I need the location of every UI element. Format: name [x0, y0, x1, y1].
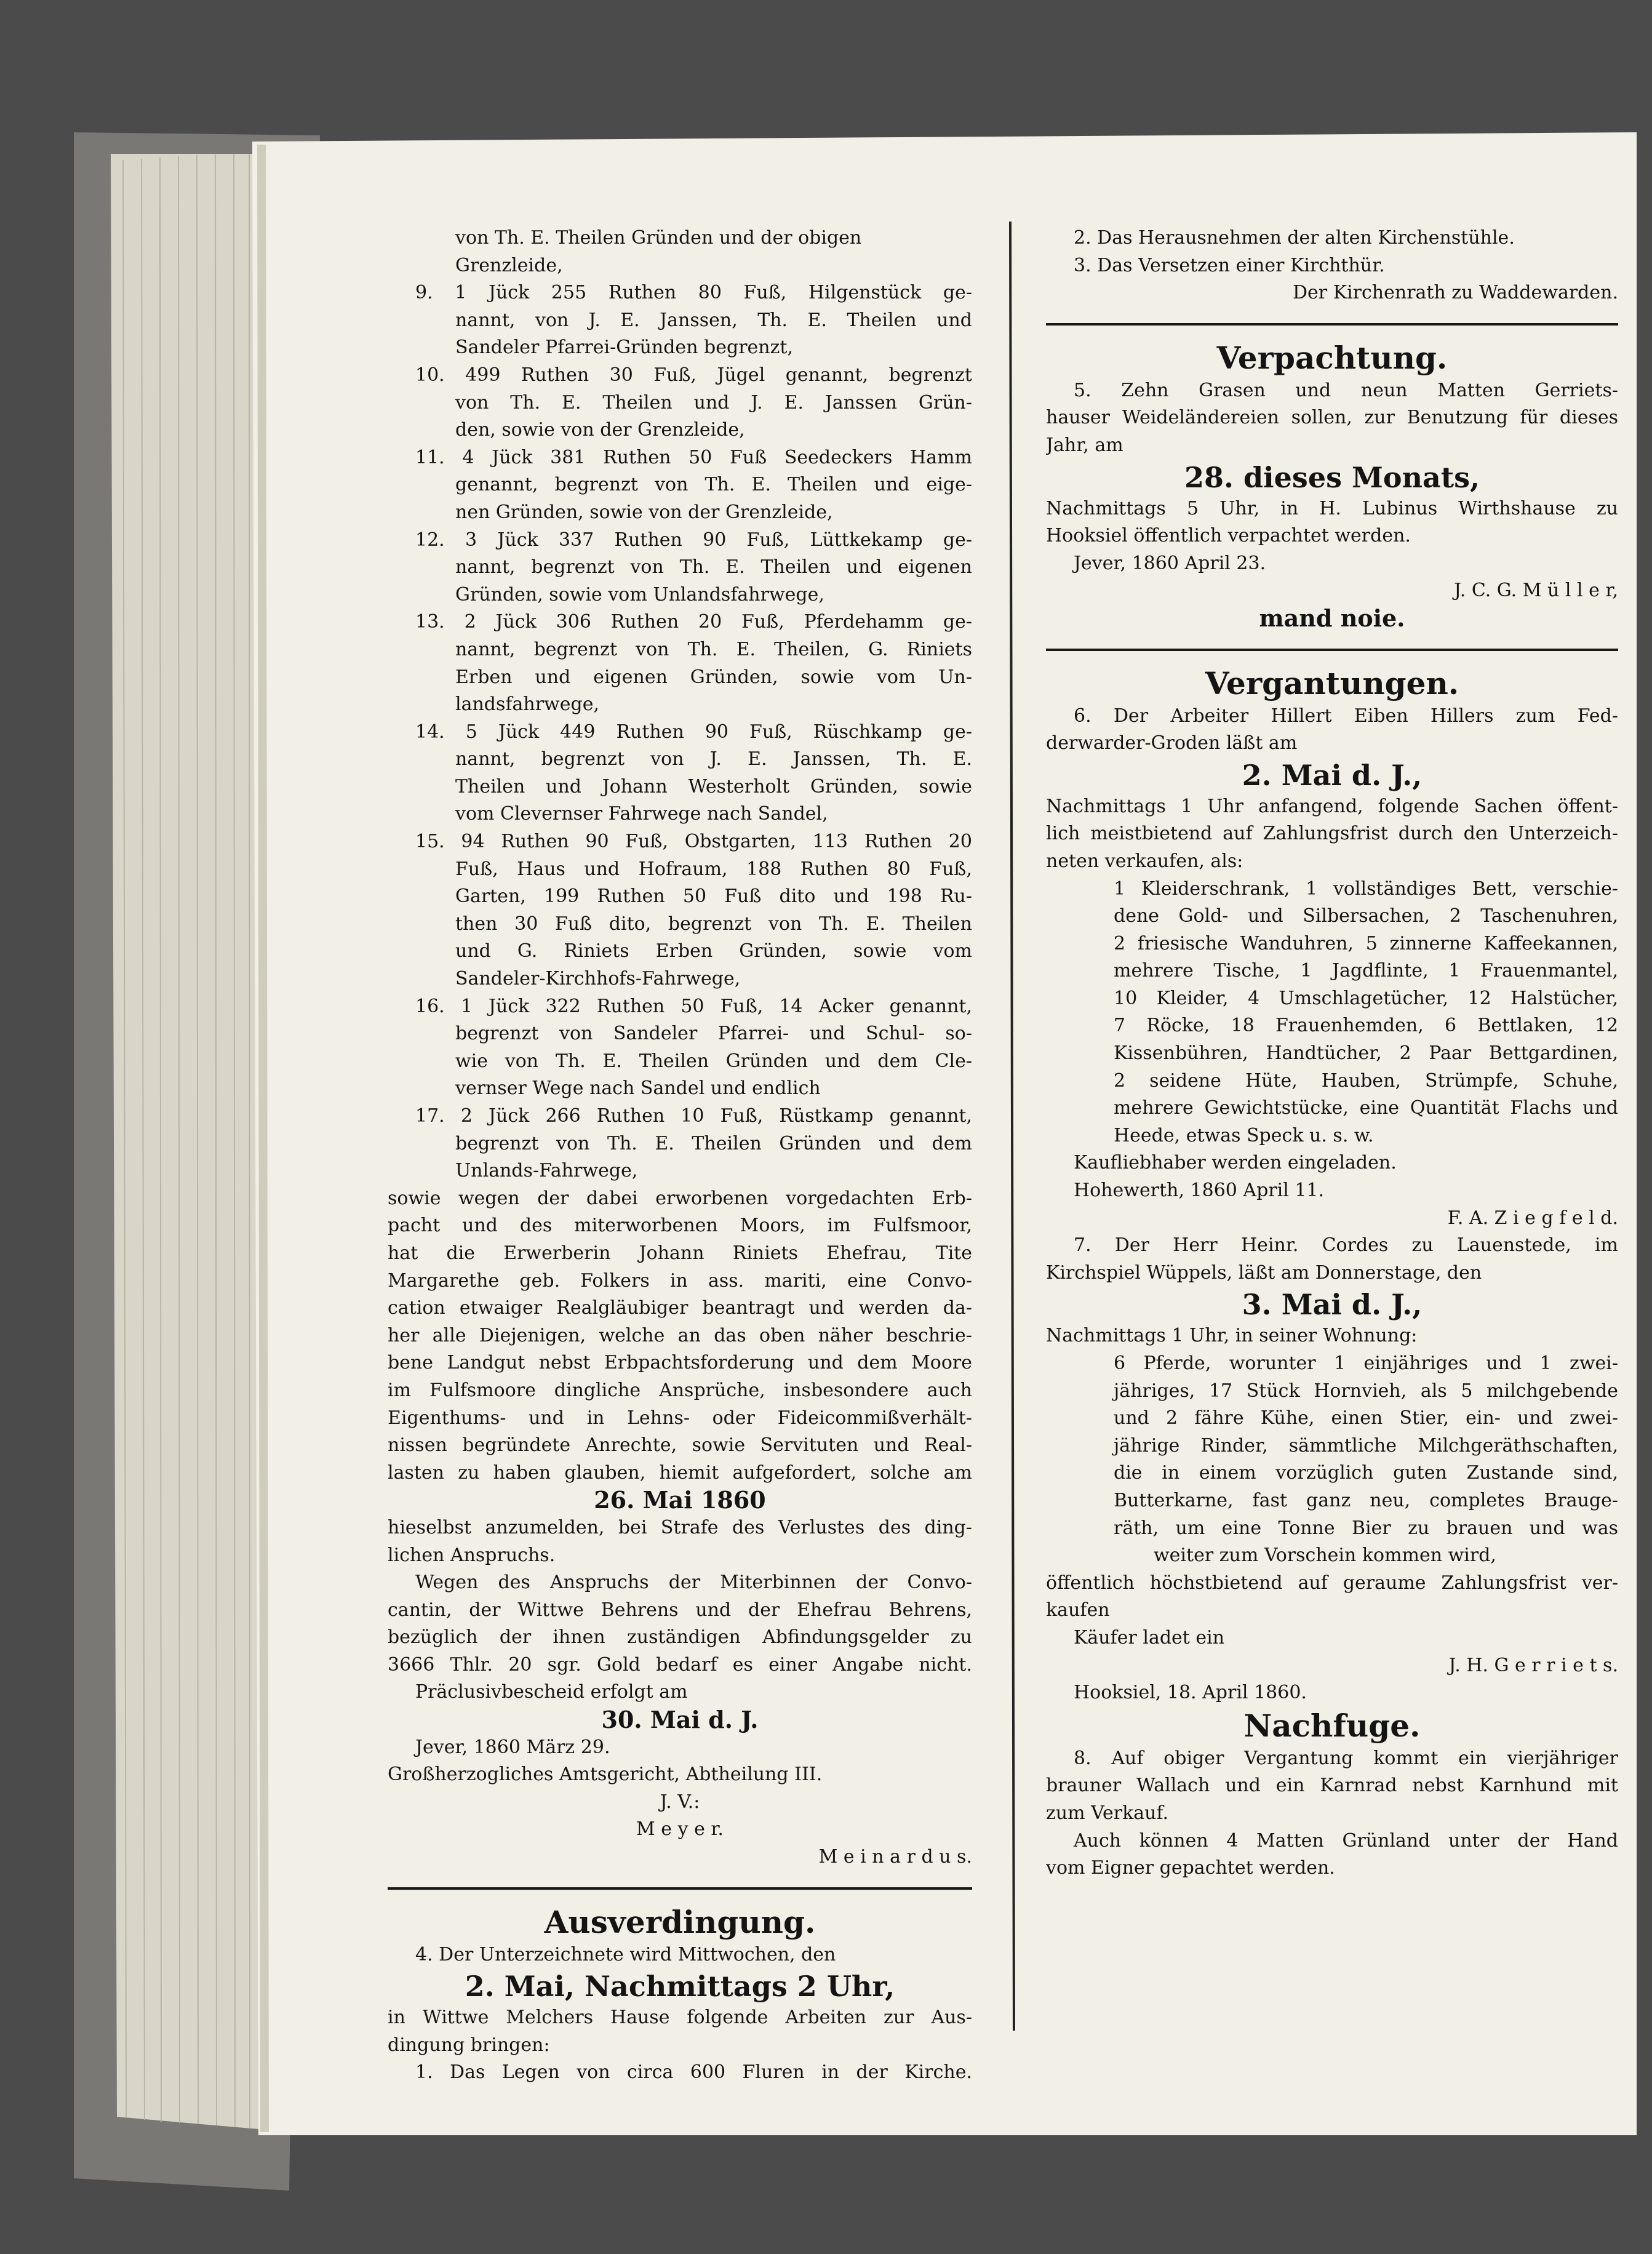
text-line: 16. 1 Jück 322 Ruthen 50 Fuß, 14 Acker genannt,	[415, 995, 972, 1017]
text-line: vom Clevernser Fahrwege nach Sandel,	[455, 803, 828, 825]
right-column	[1046, 225, 1618, 1882]
text-line: 12. 3 Jück 337 Ruthen 90 Fuß, Lüttkekamp ge-	[415, 529, 972, 551]
text-line: Grenzleide,	[455, 254, 563, 276]
text-line: 17. 2 Jück 266 Ruthen 10 Fuß, Rüstkamp genannt,	[415, 1105, 972, 1127]
text-line: brauner Wallach und ein Karnrad nebst Karnhund mit	[1046, 1775, 1618, 1797]
text-line: lichen Anspruchs.	[388, 1544, 556, 1566]
text-line: Käufer ladet ein	[1074, 1626, 1225, 1649]
text-line: hieselbst anzumelden, bei Strafe des Verlustes des ding-	[388, 1516, 972, 1538]
text-line: dingung bringen:	[388, 2034, 550, 2056]
text-line: Wegen des Anspruchs der Miterbinnen der Convo-	[415, 1572, 972, 1594]
text-line: jährige Rinder, sämmtliche Milchgeräthschaften,	[1114, 1434, 1618, 1457]
text-line: derwarder-Groden läßt am	[1046, 732, 1298, 754]
text-line: 30. Mai d. J.	[601, 1706, 759, 1734]
page-gutter-shadow	[261, 145, 265, 2132]
text-line: 2 friesische Wanduhren, 5 zinnerne Kaffeekannen,	[1114, 932, 1618, 954]
text-line: mehrere Tische, 1 Jagdflinte, 1 Frauenmantel,	[1114, 960, 1618, 982]
text-line: bezüglich der ihnen zuständigen Abfindungsgelder zu	[388, 1626, 972, 1649]
text-line: begrenzt von Th. E. Theilen Gründen und dem	[455, 1132, 972, 1154]
text-line: 2. Das Herausnehmen der alten Kirchenstühle.	[1074, 227, 1515, 249]
text-line: 10 Kleider, 4 Umschlagetücher, 12 Halstücher,	[1114, 987, 1618, 1009]
text-line: Großherzogliches Amtsgericht, Abtheilung III.	[388, 1764, 823, 1786]
text-line: landsfahrwege,	[455, 693, 599, 716]
text-line: lasten zu haben glauben, hiemit aufgefordert, solche am	[388, 1461, 972, 1484]
text-line: 3. Das Versetzen einer Kirchthür.	[1074, 254, 1385, 276]
text-line: 7. Der Herr Heinr. Cordes zu Lauenstede, im	[1074, 1234, 1618, 1257]
section-heading: Verpachtung.	[1216, 339, 1448, 376]
left-column	[388, 225, 972, 2087]
text-line: jähriges, 17 Stück Hornvieh, als 5 milchgebende	[1114, 1380, 1618, 1402]
text-line: weiter zum Vorschein kommen wird,	[1154, 1545, 1496, 1567]
text-line: J. V.:	[660, 1791, 700, 1813]
text-line: 14. 5 Jück 449 Ruthen 90 Fuß, Rüschkamp ge-	[415, 721, 972, 743]
text-line: Jever, 1860 April 23.	[1074, 552, 1266, 574]
text-line: hat die Erwerberin Johann Riniets Ehefrau, Tite	[388, 1242, 972, 1264]
text-line: 26. Mai 1860	[594, 1487, 766, 1514]
text-line: im Fulfsmoore dingliche Ansprüche, insbesondere auch	[388, 1379, 972, 1401]
text-line: nannt, begrenzt von J. E. Janssen, Th. E.	[455, 748, 972, 770]
text-line: cation etwaiger Realgläubiger beantragt und werden da-	[388, 1297, 972, 1319]
text-line: nen Gründen, sowie von der Grenzleide,	[455, 501, 833, 523]
text-line: von Th. E. Theilen und J. E. Janssen Grün-	[455, 391, 972, 414]
text-line: 15. 94 Ruthen 90 Fuß, Obstgarten, 113 Ruthen 20	[415, 831, 972, 853]
text-line: Nachmittags 5 Uhr, in H. Lubinus Wirthshause zu	[1046, 497, 1618, 519]
text-line: 6. Der Arbeiter Hillert Eiben Hillers zum Fed-	[1074, 705, 1618, 727]
text-line: Garten, 199 Ruthen 50 Fuß dito und 198 Ru-	[455, 885, 972, 908]
text-line: J. H. G e r r i e t s.	[1448, 1654, 1618, 1676]
text-line: und 2 fähre Kühe, einen Stier, ein- und zwei-	[1114, 1407, 1618, 1429]
text-line: räth, um eine Tonne Bier zu brauen und was	[1114, 1517, 1618, 1539]
text-line: bene Landgut nebst Erbpachtsforderung und dem Moore	[388, 1352, 972, 1374]
text-line: nissen begründete Anrechte, sowie Servituten und Real-	[388, 1434, 972, 1457]
text-line: 3666 Thlr. 20 sgr. Gold bedarf es einer Angabe nicht.	[388, 1653, 972, 1676]
text-line: zum Verkauf.	[1046, 1802, 1169, 1824]
section-rule	[388, 1887, 972, 1890]
text-line: Eigenthums- und in Lehns- oder Fideicommißverhält-	[388, 1407, 972, 1429]
text-line: 28. dieses Monats,	[1184, 460, 1480, 494]
text-line: Theilen und Johann Westerholt Gründen, sowie	[455, 775, 972, 797]
section-rule	[1046, 649, 1618, 651]
text-line: Präclusivbescheid erfolgt am	[415, 1681, 688, 1703]
text-line: 2 seidene Hüte, Hauben, Strümpfe, Schuhe,	[1114, 1069, 1618, 1092]
text-line: Sandeler-Kirchhofs-Fahrwege,	[455, 968, 741, 990]
text-line: Jever, 1860 März 29.	[415, 1736, 610, 1758]
text-line: nannt, begrenzt von Th. E. Theilen und eigenen	[455, 556, 972, 578]
text-line: Hohewerth, 1860 April 11.	[1074, 1180, 1325, 1202]
text-line: then 30 Fuß dito, begrenzt von Th. E. Theilen	[455, 913, 972, 935]
text-line: Nachmittags 1 Uhr, in seiner Wohnung:	[1046, 1325, 1418, 1347]
section-heading: Ausverdingung.	[544, 1903, 816, 1940]
text-line: 6 Pferde, worunter 1 einjähriges und 1 zwei-	[1114, 1353, 1618, 1374]
text-line: Sandeler Pfarrei-Gründen begrenzt,	[455, 337, 794, 359]
text-line: Fuß, Haus und Hofraum, 188 Ruthen 80 Fuß,	[455, 858, 972, 880]
text-line: mehrere Gewichtstücke, eine Quantität Flachs und	[1114, 1097, 1618, 1119]
text-line: Butterkarne, fast ganz neu, completes Brauge-	[1114, 1489, 1618, 1511]
text-line: 3. Mai d. J.,	[1242, 1288, 1423, 1322]
text-line: nannt, von J. E. Janssen, Th. E. Theilen und	[455, 309, 972, 331]
text-line: Gründen, sowie vom Unlandsfahrwege,	[455, 583, 824, 605]
text-line: 11. 4 Jück 381 Ruthen 50 Fuß Seedeckers Hamm	[415, 446, 972, 468]
text-line: kaufen	[1046, 1599, 1110, 1621]
section-rule	[1046, 323, 1618, 326]
text-line: 1. Das Legen von circa 600 Fluren in der Kirche.	[415, 2061, 972, 2084]
text-line: in Wittwe Melchers Hause folgende Arbeiten zur Aus-	[388, 2007, 972, 2029]
text-line: nannt, begrenzt von Th. E. Theilen, G. Riniets	[455, 638, 972, 660]
text-line: 7 Röcke, 18 Frauenhemden, 6 Bettlaken, 12	[1114, 1015, 1618, 1037]
text-line: dene Gold- und Silbersachen, 2 Taschenuhren,	[1114, 905, 1618, 927]
text-line: M e y e r.	[636, 1818, 724, 1840]
text-line: Erben und eigenen Gründen, sowie vom Un-	[455, 666, 972, 688]
text-line: den, sowie von der Grenzleide,	[455, 419, 745, 441]
section-heading: Vergantungen.	[1205, 665, 1459, 701]
text-line: Kaufliebhaber werden eingeladen.	[1074, 1152, 1397, 1174]
text-line: Auch können 4 Matten Grünland unter der Hand	[1074, 1829, 1618, 1852]
text-line: 13. 2 Jück 306 Ruthen 20 Fuß, Pferdehamm ge-	[415, 611, 972, 633]
text-line: wie von Th. E. Theilen Gründen und dem Cle-	[455, 1050, 972, 1072]
text-line: neten verkaufen, als:	[1046, 850, 1243, 872]
text-line: vernser Wege nach Sandel und endlich	[455, 1077, 821, 1100]
text-line: 10. 499 Ruthen 30 Fuß, Jügel genannt, begrenzt	[415, 364, 972, 386]
text-line: M e i n a r d u s.	[818, 1846, 972, 1868]
section-heading: Nachfuge.	[1243, 1707, 1421, 1744]
text-line: Heede, etwas Speck u. s. w.	[1114, 1124, 1374, 1146]
text-line: F. A. Z i e g f e l d.	[1447, 1207, 1618, 1229]
page-edges	[111, 154, 258, 2129]
text-line: Kirchspiel Wüppels, läßt am Donnerstage, den	[1046, 1261, 1482, 1284]
text-line: hauser Weideländereien sollen, zur Benutzung für dieses	[1046, 407, 1618, 429]
text-line: öffentlich höchstbietend auf geraume Zahlungsfrist ver-	[1046, 1572, 1618, 1594]
text-line: J. C. G. M ü l l e r,	[1454, 580, 1618, 602]
text-line: cantin, der Wittwe Behrens und der Ehefrau Behrens,	[388, 1599, 972, 1621]
text-line: von Th. E. Theilen Gründen und der obigen	[455, 227, 862, 249]
text-line: genannt, begrenzt von Th. E. Theilen und eige-	[455, 474, 972, 496]
text-line: Margarethe geb. Folkers in ass. mariti, eine Convo-	[388, 1269, 972, 1292]
text-line: 8. Auf obiger Vergantung kommt ein vierjähriger	[1074, 1747, 1618, 1769]
text-line: her alle Diejenigen, welche an das oben näher beschrie-	[388, 1324, 972, 1346]
text-line: 1 Kleiderschrank, 1 vollständiges Bett, verschie-	[1114, 877, 1618, 900]
text-line: die in einem vorzüglich guten Zustande sind,	[1114, 1462, 1618, 1484]
text-line: 2. Mai d. J.,	[1242, 758, 1423, 792]
text-line: und G. Riniets Erben Gründen, sowie vom	[455, 940, 972, 962]
text-line: 5. Zehn Grasen und neun Matten Gerriets-	[1074, 379, 1618, 401]
text-line: Hooksiel öffentlich verpachtet werden.	[1046, 525, 1411, 547]
text-line: Nachmittags 1 Uhr anfangend, folgende Sachen öffent-	[1046, 795, 1618, 817]
text-line: 4. Der Unterzeichnete wird Mittwochen, den	[415, 1943, 836, 1965]
text-line: sowie wegen der dabei erworbenen vorgedachten Erb-	[388, 1187, 972, 1209]
text-line: 2. Mai, Nachmittags 2 Uhr,	[465, 1970, 895, 2004]
text-line: Kissenbühren, Handtücher, 2 Paar Bettgardinen,	[1114, 1042, 1618, 1065]
text-line: Unlands-Fahrwege,	[455, 1160, 638, 1182]
text-line: mand noie.	[1259, 604, 1405, 632]
text-line: lich meistbietend auf Zahlungsfrist durch den Unterzeich-	[1046, 823, 1618, 845]
text-line: Der Kirchenrath zu Waddewarden.	[1292, 282, 1618, 304]
text-line: vom Eigner gepachtet werden.	[1046, 1857, 1335, 1879]
text-line: Hooksiel, 18. April 1860.	[1074, 1682, 1307, 1704]
text-line: pacht und des miterworbenen Moors, im Fulfsmoor,	[388, 1215, 972, 1237]
text-line: Jahr, am	[1046, 434, 1123, 456]
text-line: begrenzt von Sandeler Pfarrei- und Schul- so-	[455, 1023, 972, 1045]
text-line: 9. 1 Jück 255 Ruthen 80 Fuß, Hilgenstück ge-	[415, 282, 972, 304]
